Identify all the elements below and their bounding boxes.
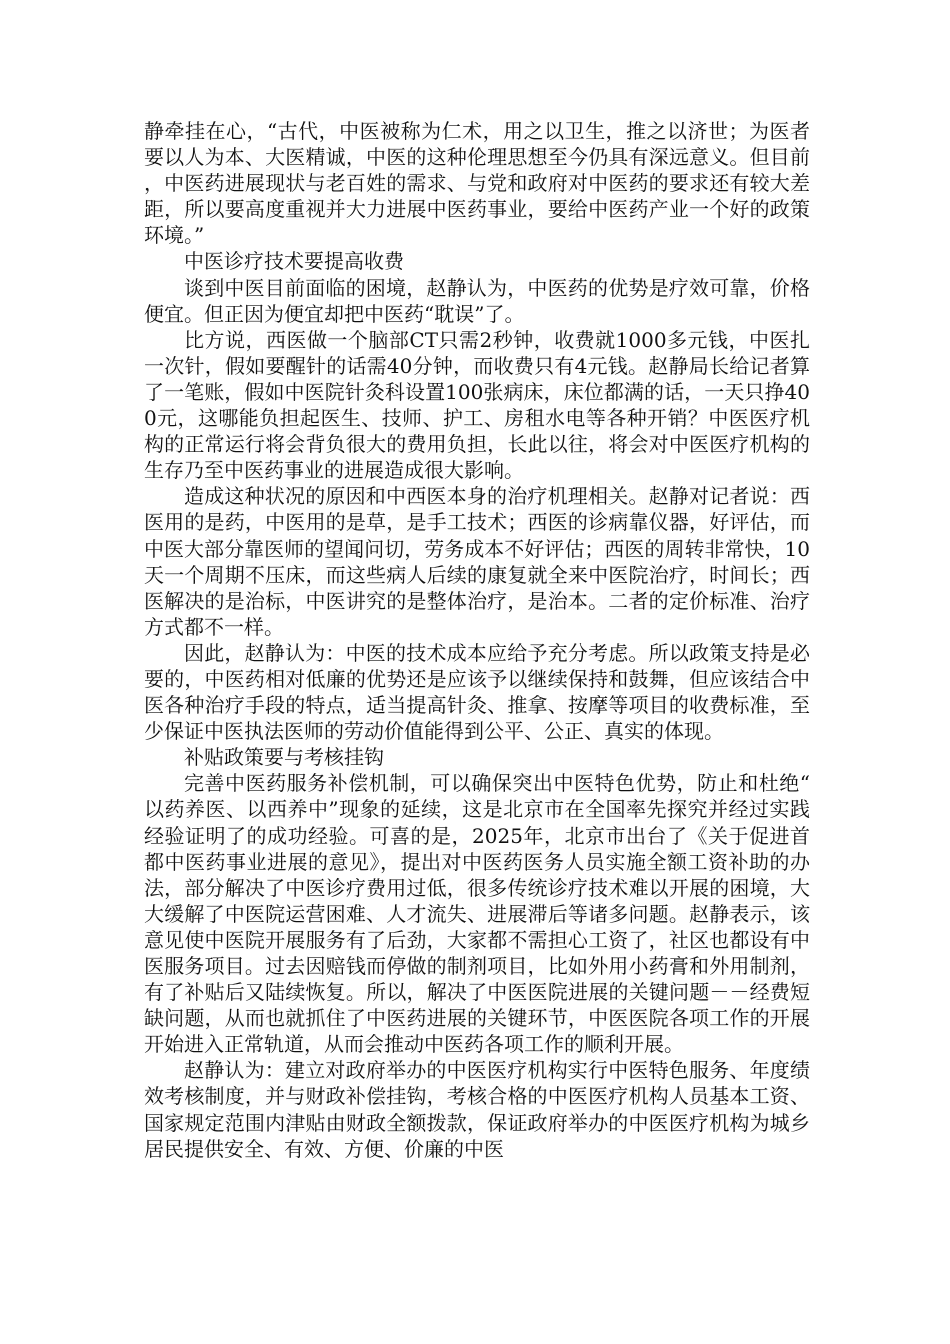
body-paragraph: 赵静认为：建立对政府举办的中医医疗机构实行中医特色服务、年度绩效考核制度，并与财政补偿挂钩，考核合格的中医医疗机构人员基本工资、国家规定范围内津贴由财政全额拨款，保证政府举办的中医医疗机构为城乡居民提供安全、有效、方便、价廉的中医 (144, 1058, 810, 1161)
body-paragraph: 谈到中医目前面临的困境，赵静认为，中医药的优势是疗效可靠，价格便宜。但正因为便宜却把中医药“耽误”了。 (144, 275, 810, 326)
body-paragraph: 造成这种状况的原因和中西医本身的治疗机理相关。赵静对记者说：西医用的是药，中医用的是草，是手工技术；西医的诊病靠仪器，好评估，而中医大部分靠医师的望闻问切，劳务成本不好评估；西医的周转非常快，10天一个周期不压床，而这些病人后续的康复就全来中医院治疗，时间长；西医解决的是治标，中医讲究的是整体治疗，是治本。二者的定价标准、治疗方式都不一样。 (144, 484, 810, 639)
body-paragraph: 比方说，西医做一个脑部CT只需2秒钟，收费就1000多元钱，中医扎一次针，假如要醒针的话需40分钟，而收费只有4元钱。赵静局长给记者算了一笔账，假如中医院针灸科设置100张病床，床位都满的话，一天只挣400元，这哪能负担起医生、技师、护工、房租水电等各种开销？中医医疗机构的正常运行将会背负很大的费用负担，长此以往，将会对中医医疗机构的生存乃至中医药事业的进展造成很大影响。 (144, 327, 810, 483)
body-paragraph: 因此，赵静认为：中医的技术成本应给予充分考虑。所以政策支持是必要的，中医药相对低廉的优势还是应该予以继续保持和鼓舞，但应该结合中医各种治疗手段的特点，适当提高针灸、推拿、按摩等项目的收费标准，至少保证中医执法医师的劳动价值能得到公平、公正、真实的体现。 (144, 640, 810, 744)
section-heading: 补贴政策要与考核挂钩 (184, 745, 384, 770)
document-page (144, 118, 810, 1162)
body-paragraph: 静牵挂在心，“古代，中医被称为仁术，用之以卫生，推之以济世；为医者要以人为本、大医精诚，中医的这种伦理思想至今仍具有深远意义。但目前，中医药进展现状与老百姓的需求、与党和政府对中医药的要求还有较大差距，所以要高度重视并大力进展中医药事业，要给中医药产业一个好的政策环境。” (144, 119, 810, 248)
section-heading: 中医诊疗技术要提高收费 (184, 249, 404, 274)
body-paragraph: 完善中医药服务补偿机制，可以确保突出中医特色优势，防止和杜绝“以药养医、以西养中”现象的延续，这是北京市在全国率先探究并经过实践经验证明了的成功经验。可喜的是，2025年，北京市出台了《关于促进首都中医药事业进展的意见》，提出对中医药医务人员实施全额工资补助的办法，部分解决了中医诊疗费用过低，很多传统诊疗技术难以开展的困境，大大缓解了中医院运营困难、人才流失、进展滞后等诸多问题。赵静表示，该意见使中医院开展服务有了后劲，大家都不需担心工资了，社区也都设有中医服务项目。过去因赔钱而停做的制剂项目，比如外用小药膏和外用制剂，有了补贴后又陆续恢复。所以，解决了中医医院进展的关键问题－－经费短缺问题，从而也就抓住了中医药进展的关键环节，中医医院各项工作的开展开始进入正常轨道，从而会推动中医药各项工作的顺利开展。 (144, 771, 810, 1057)
